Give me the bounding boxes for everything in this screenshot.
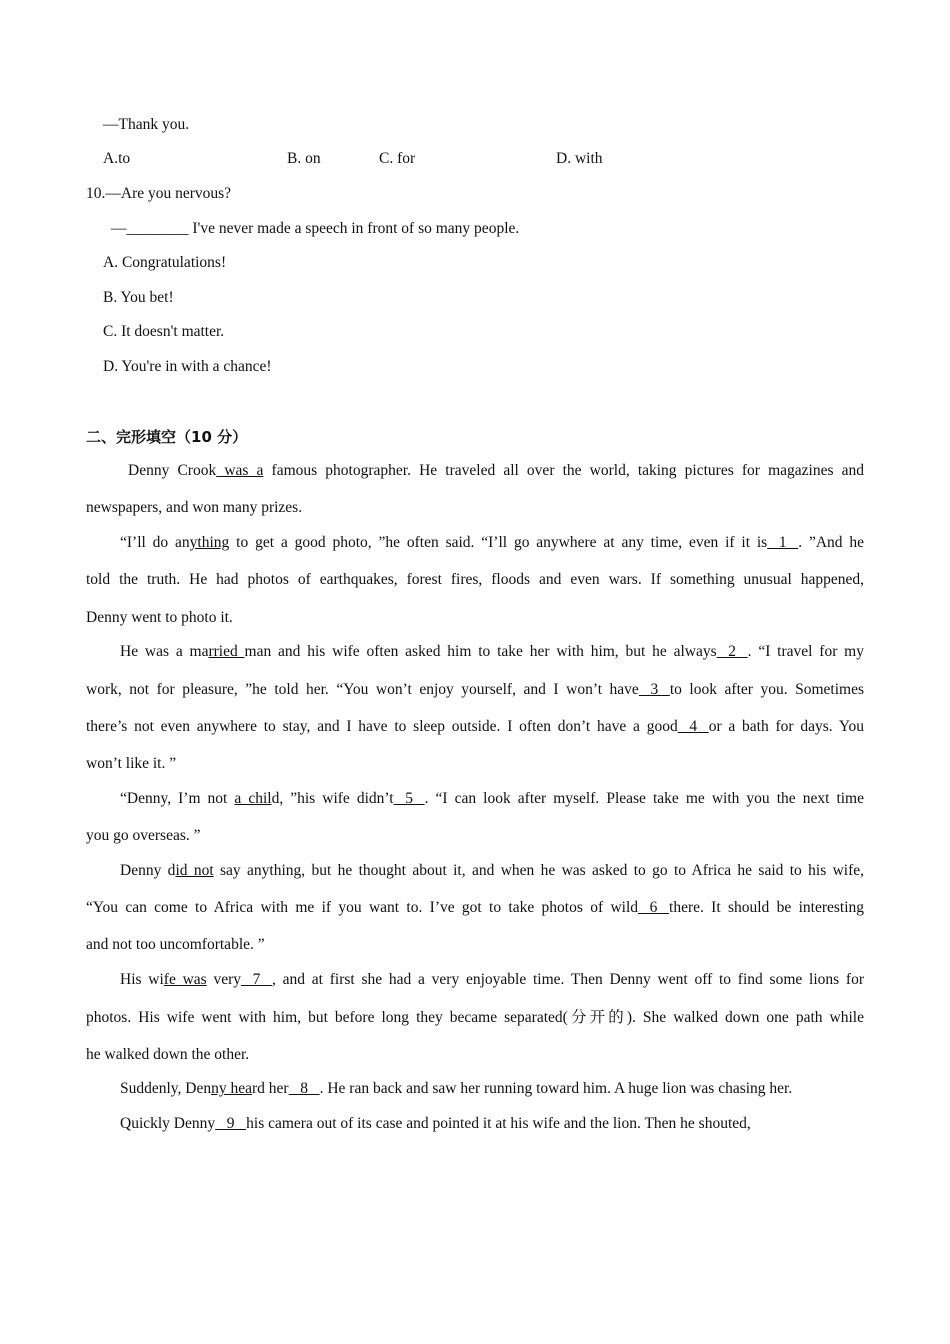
passage-line: work, not for pleasure, ”he told her. “You won’t enjoy yourself, and I won’t have 3 to look after you. Sometimes: [86, 681, 865, 698]
q10-question: —Are you nervous?: [105, 185, 232, 202]
q10-option-b: B. You bet!: [103, 289, 174, 306]
q10-stem: [86, 184, 231, 204]
blank-5: 5: [393, 790, 425, 807]
passage-line: Suddenly, Denny heard her 8 . He ran back and saw her running toward him. A huge lion was chasing her.: [120, 1080, 793, 1097]
passage-line: there’s not even anywhere to stay, and I have to sleep outside. I often don’t have a good 4 or a bath for days. You: [86, 718, 864, 735]
passage-line: told the truth. He had photos of earthquakes, forest fires, floods and even wars. If something unusual happened,: [86, 571, 864, 588]
passage-line: Denny went to photo it.: [86, 609, 233, 626]
passage-line: newspapers, and won many prizes.: [86, 499, 303, 516]
passage-line: “I’ll do anything to get a good photo, ”he often said. “I’ll go anywhere at any time, even if it is 1 . ”And he: [120, 534, 865, 551]
passage-line: Denny Crook was a famous photographer. He traveled all over the world, taking pictures for magazines and: [128, 462, 864, 479]
blank-2: 2: [716, 643, 748, 660]
blank-9: 9: [215, 1115, 247, 1132]
passage-line: Quickly Denny 9 his camera out of its case and pointed it at his wife and the lion. Then he shouted,: [120, 1115, 751, 1132]
q10-answer-rest: I've never made a speech in front of so many people.: [188, 220, 520, 237]
q10-option-c: C. It doesn't matter.: [103, 323, 225, 340]
passage-line: he walked down the other.: [86, 1046, 250, 1063]
q10-option-a: A. Congratulations!: [103, 254, 227, 271]
q9-option-a: A.to: [103, 150, 131, 167]
blank-1: 1: [767, 534, 799, 551]
passage-line: and not too uncomfortable. ”: [86, 936, 265, 953]
passage-line: Denny did not say anything, but he thought about it, and when he was asked to go to Africa he said to his wife,: [120, 862, 864, 879]
blank-7: 7: [241, 971, 273, 988]
blank-6: 6: [638, 899, 670, 916]
q10-option-d: D. You're in with a chance!: [103, 358, 272, 375]
q10-dash: —: [111, 220, 127, 237]
q9-option-c: C. for: [379, 150, 416, 167]
passage-line: photos. His wife went with him, but before long they became separated(分开的). She walked down one path while: [86, 1008, 864, 1026]
passage-line: you go overseas. ”: [86, 827, 201, 844]
passage-line: “Denny, I’m not a child, ”his wife didn’t 5 . “I can look after myself. Please take me with you the next time: [120, 790, 864, 807]
q9-option-d: D. with: [556, 150, 603, 167]
section-heading: 二、完形填空（10 分）: [86, 428, 248, 446]
q10-number: 10.: [86, 185, 106, 202]
passage-line: His wife was very 7 , and at first she had a very enjoyable time. Then Denny went off to find some lions for: [120, 971, 864, 988]
q10-answer-line: [111, 219, 519, 239]
blank-3: 3: [638, 681, 670, 698]
passage-line: “You can come to Africa with me if you want to. I’ve got to take photos of wild 6 there. It should be interesting: [86, 899, 865, 916]
q10-blank: ________: [126, 220, 189, 237]
passage-line: won’t like it. ”: [86, 755, 177, 772]
blank-4: 4: [677, 718, 709, 735]
blank-8: 8: [288, 1080, 320, 1097]
q9-response: —Thank you.: [103, 116, 190, 133]
q9-option-b: B. on: [287, 150, 321, 167]
passage-line: He was a married man and his wife often asked him to take her with him, but he always 2 . “I travel for my: [120, 643, 864, 660]
